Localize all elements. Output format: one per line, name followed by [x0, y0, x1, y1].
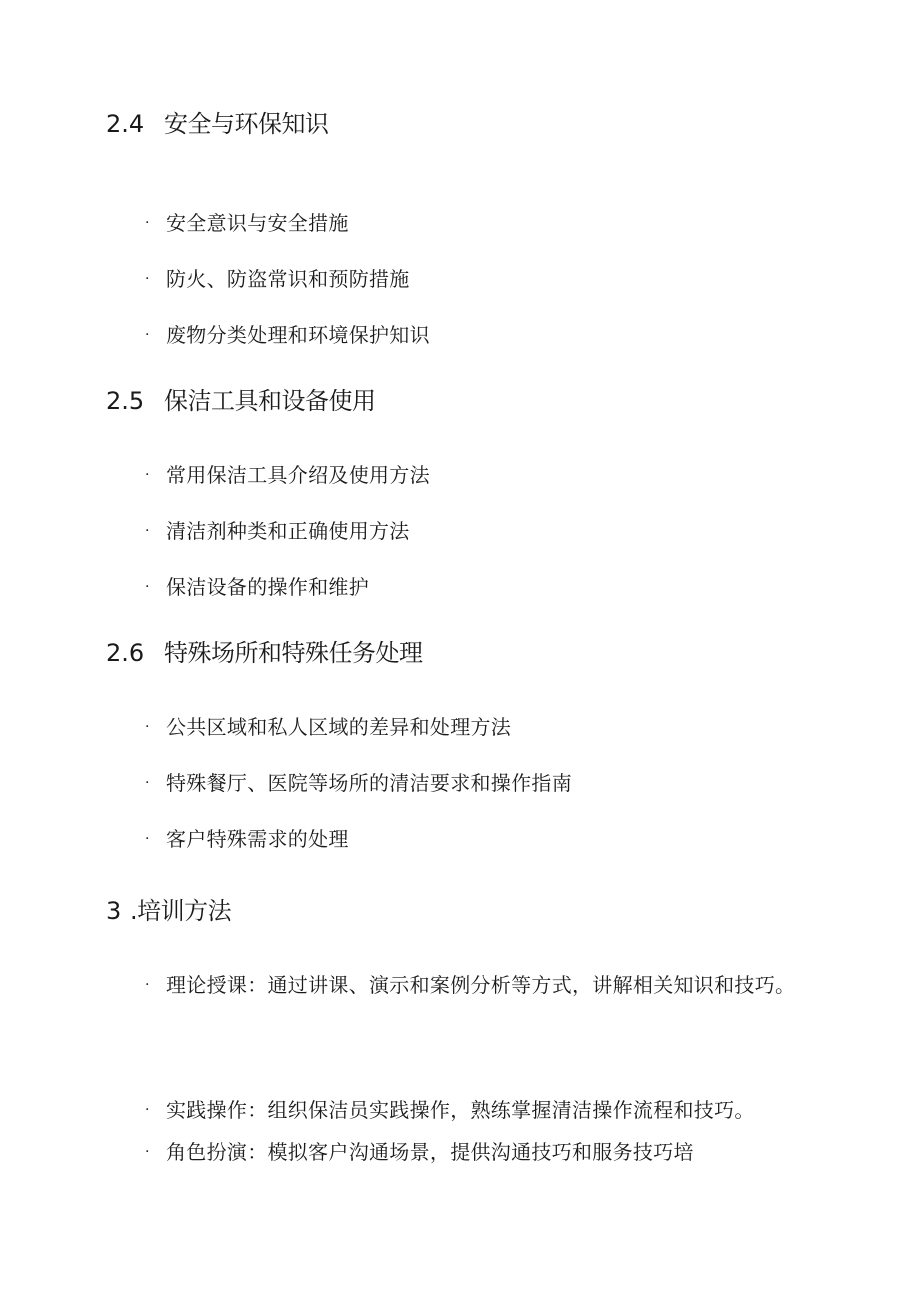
list-item [145, 957, 805, 1013]
list-item [145, 699, 805, 755]
section-title: .培训方法 [130, 897, 232, 925]
bullet-icon: · [145, 467, 150, 483]
list-item-text: 特殊餐厅、医院等场所的清洁要求和操作指南 [166, 771, 572, 795]
bullet-icon: · [145, 977, 150, 993]
bullet-icon: · [145, 579, 150, 595]
bullet-icon: · [145, 775, 150, 791]
list-item-text: 安全意识与安全措施 [166, 211, 349, 235]
section-number: 2.5 [106, 387, 145, 415]
list-item [145, 195, 805, 251]
section-heading-2-6 [106, 638, 423, 668]
section-title: 保洁工具和设备使用 [164, 387, 376, 415]
list-item [145, 811, 805, 867]
list-item [145, 307, 805, 363]
list-item-text: 实践操作：组织保洁员实践操作，熟练掌握清洁操作流程和技巧。 [166, 1098, 755, 1122]
section-heading-3 [106, 896, 231, 926]
list-item [145, 1124, 805, 1180]
list-item-text: 公共区域和私人区域的差异和处理方法 [166, 715, 512, 739]
section-number: 2.4 [106, 110, 145, 138]
bullet-icon: · [145, 215, 150, 231]
list-item-text: 废物分类处理和环境保护知识 [166, 323, 430, 347]
bullet-icon: · [145, 719, 150, 735]
section-heading-2-5 [106, 386, 376, 416]
list-item [145, 559, 805, 615]
section-heading-2-4 [106, 109, 329, 139]
list-item [145, 251, 805, 307]
list-item-text: 常用保洁工具介绍及使用方法 [166, 463, 430, 487]
list-item-text: 防火、防盗常识和预防措施 [166, 267, 410, 291]
bullet-icon: · [145, 523, 150, 539]
section-title: 特殊场所和特殊任务处理 [164, 639, 423, 667]
list-item-text: 角色扮演：模拟客户沟通场景，提供沟通技巧和服务技巧培 [166, 1140, 694, 1164]
bullet-icon: · [145, 327, 150, 343]
section-number: 2.6 [106, 639, 145, 667]
list-item [145, 503, 805, 559]
list-item [145, 447, 805, 503]
bullet-icon: · [145, 271, 150, 287]
section-number: 3 [106, 897, 122, 925]
section-title: 安全与环保知识 [164, 110, 329, 138]
bullet-icon: · [145, 1144, 150, 1160]
bullet-icon: · [145, 1102, 150, 1118]
list-item [145, 755, 805, 811]
list-item-text: 清洁剂种类和正确使用方法 [166, 519, 410, 543]
list-item-text: 保洁设备的操作和维护 [166, 575, 369, 599]
list-item-text: 理论授课：通过讲课、演示和案例分析等方式，讲解相关知识和技巧。 [166, 973, 796, 997]
bullet-icon: · [145, 831, 150, 847]
list-item-text: 客户特殊需求的处理 [166, 827, 349, 851]
